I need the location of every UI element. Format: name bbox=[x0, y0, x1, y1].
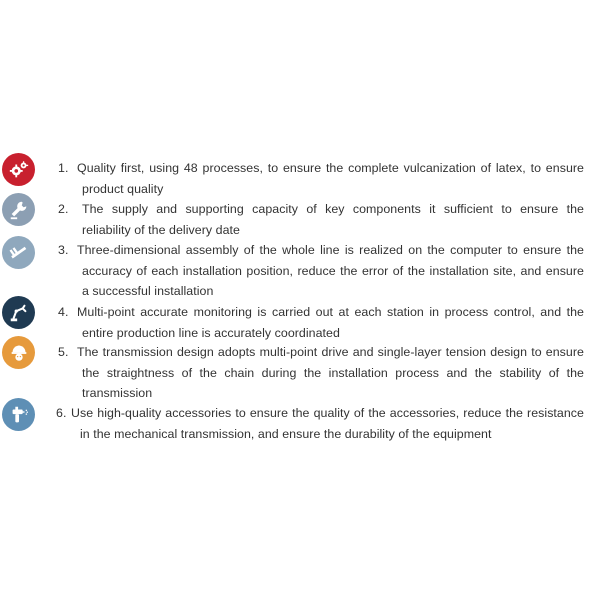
caliper-icon bbox=[2, 236, 35, 269]
item-number: 2. bbox=[58, 202, 69, 216]
item-number: 4. bbox=[58, 305, 69, 319]
item-line: reliability of the delivery date bbox=[82, 222, 240, 237]
item-text bbox=[58, 240, 584, 302]
spray-gun-icon bbox=[2, 398, 35, 431]
item-line: Use high-quality accessories to ensure the quality of the accessories, reduce the resistance bbox=[71, 406, 584, 420]
item-line: a successful installation bbox=[82, 284, 214, 298]
worker-icon bbox=[2, 336, 35, 369]
item-text bbox=[58, 158, 584, 199]
item-number: 6. bbox=[56, 406, 67, 420]
item-line: the straightness of the chain during the installation process and the stability of the bbox=[82, 365, 584, 380]
item-line: Multi-point accurate monitoring is carried out at each station in process control, and the bbox=[77, 305, 584, 319]
item-line: product quality bbox=[82, 181, 164, 196]
item-text bbox=[58, 199, 584, 240]
item-line: Three-dimensional assembly of the whole line is realized on the computer to ensure the bbox=[77, 243, 584, 257]
item-line: transmission bbox=[82, 386, 153, 400]
item-number: 5. bbox=[58, 345, 69, 359]
item-line: The supply and supporting capacity of key components it sufficient to ensure the bbox=[82, 202, 584, 216]
item-line: in the mechanical transmission, and ensure the durability of the equipment bbox=[80, 426, 492, 441]
wrench-hand-icon bbox=[2, 193, 35, 226]
item-line: The transmission design adopts multi-point drive and single-layer tension design to ensure bbox=[77, 345, 584, 359]
item-text bbox=[58, 342, 584, 404]
item-line: Quality first, using 48 processes, to ensure the complete vulcanization of latex, to ensure bbox=[77, 161, 584, 175]
item-text bbox=[58, 302, 584, 343]
item-line: entire production line is accurately coordinated bbox=[82, 325, 340, 340]
item-number: 3. bbox=[58, 243, 69, 257]
item-text bbox=[56, 403, 584, 444]
item-number: 1. bbox=[58, 161, 69, 175]
robot-arm-icon bbox=[2, 296, 35, 329]
gears-icon bbox=[2, 153, 35, 186]
item-line: accuracy of each installation position, reduce the error of the installation site, and ensure bbox=[82, 263, 584, 278]
